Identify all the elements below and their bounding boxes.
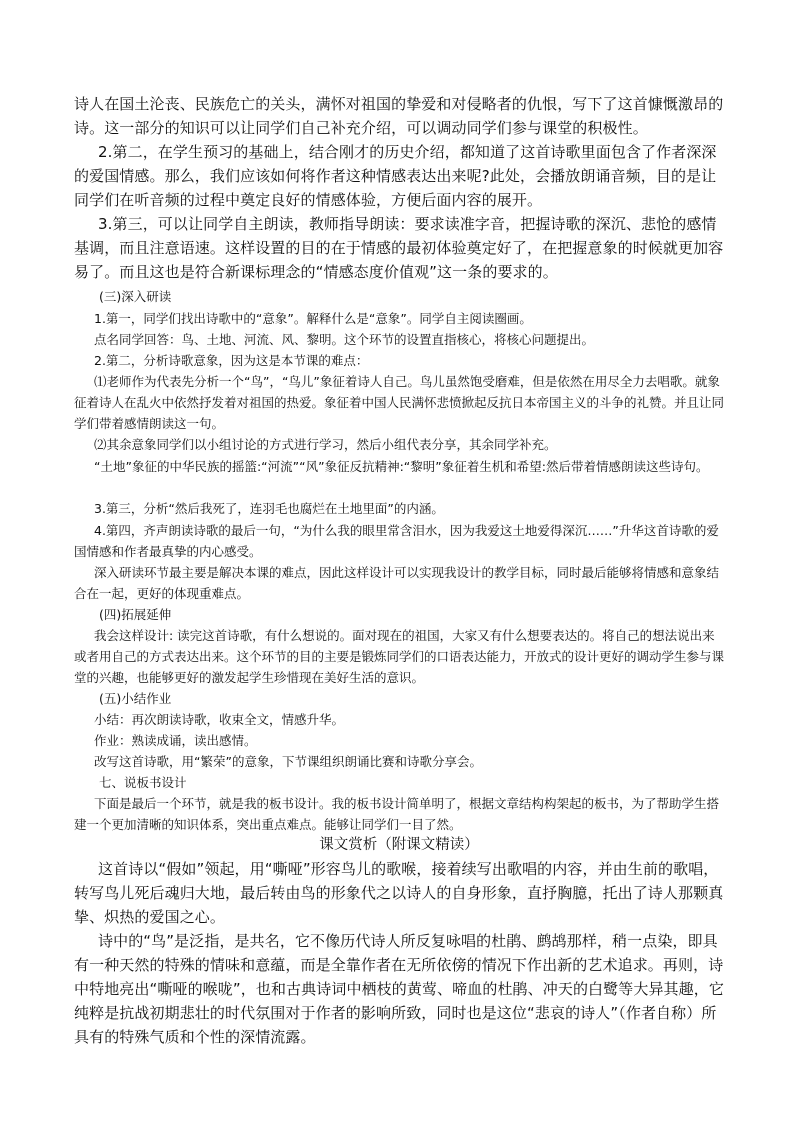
step-find-imagery: 1.第一，同学们找出诗歌中的“意象”。解释什么是“意象”。同学自主阅读圈画。 <box>94 311 532 326</box>
section-heading-summary-homework: (五)小结作业 <box>99 691 172 706</box>
homework-rewrite-line: 改写这首诗歌，用“繁荣”的意象，下节课组织朗诵比赛和诗歌分享会。 <box>94 754 482 769</box>
paragraph-intro-continuation: 诗人在国土沦丧、民族危亡的关头，满怀对祖国的挚爱和对侵略者的仇恨，写下了这首慷慨激昂的诗。这一部分的知识可以让同学们自己补充介绍，可以调动同学们参与课堂的积极性。 <box>74 95 724 137</box>
summary-line: 小结：再次朗读诗歌，收束全文，情感升华。 <box>94 712 345 727</box>
step-analyze-bird: ⑴老师作为代表先分析一个“鸟”，“鸟儿”象征着诗人自己。鸟儿虽然饱受磨难，但是依然在用尽全力去唱歌。就象征着诗人在乱火中依然抒发着对祖国的热爱。象征着中国人民满怀悲愤掀起反抗日本帝国主义的斗争的礼赞。并且让同学们带着感情朗读这一句。 <box>74 374 725 431</box>
paragraph-step-2: 2.第二，在学生预习的基础上，结合刚才的历史介绍，都知道了这首诗歌里面包含了作者深深的爱国情感。那么，我们应该如何将作者这种情感表达出来呢?此处，会播放朗诵音频，目的是让同学们在听音频的过程中奠定良好的情感体验，方便后面内容的展开。 <box>74 143 717 209</box>
paragraph-step-3: 3.第三，可以让同学自主朗读，教师指导朗读：要求读准字音，把握诗歌的深沉、悲怆的感情基调，而且注意语速。这样设置的目的在于情感的最初体验奠定好了，在把握意象的时候就更加容易了。而且这也是符合新课标理念的“情感态度价值观”这一条的要求的。 <box>74 215 724 281</box>
section-heading-extension: (四)拓展延伸 <box>99 607 172 622</box>
appreciation-title: 课文赏析（附课文精读） <box>319 837 479 853</box>
section-heading-deep-reading: (三)深入研读 <box>99 289 172 304</box>
extension-design: 我会这样设计: 读完这首诗歌，有什么想说的。面对现在的祖国，大家又有什么想要表达的。将自己的想法说出来或者用自己的方式表达出来。这个环节的目的主要是锻炼同学们的口语表达能力，开放式的设计更好的调动学生参与课堂的兴趣，也能够更好的激发起学生珍惜现在美好生活的意识。 <box>74 628 725 685</box>
board-design-text: 下面是最后一个环节，就是我的板书设计。我的板书设计简单明了，根据文章结构构架起的板书，为了帮助学生搭建一个更加清晰的知识体系，突出重点难点。能够让同学们一目了然。 <box>74 796 720 832</box>
step-other-imagery: “土地”象征的中华民族的摇篮:“河流”“风”象征反抗精神:“黎明”象征着生机和希望:然后带着情感朗读这些诗句。 <box>94 459 709 474</box>
section-heading-board-design: 七、说板书设计 <box>99 775 187 790</box>
deep-reading-summary: 深入研读环节最主要是解决本课的难点，因此这样设计可以实现我设计的教学目标，同时最后能够将情感和意象结合在一起，更好的体现重难点。 <box>74 565 720 601</box>
step-answer-imagery: 点名同学回答：鸟、土地、河流、风、黎明。这个环节的设置直指核心，将核心问题提出。 <box>94 332 595 347</box>
appreciation-paragraph-1: 这首诗以“假如”领起，用“嘶哑”形容鸟儿的歌喉，接着续写出歌唱的内容，并由生前的歌唱，转写鸟儿死后魂归大地，最后转由鸟的形象代之以诗人的自身形象，直抒胸臆，托出了诗人那颗真挚、炽热的爱国之心。 <box>74 860 724 926</box>
appreciation-paragraph-2: 诗中的“鸟”是泛指，是共名，它不像历代诗人所反复咏唱的杜鹃、鹧鸪那样，稍一点染，即具有一种天然的特殊的情味和意蕴，而是全靠作者在无所依傍的情况下作出新的艺术追求。再则，诗中特地亮出“嘶哑的喉咙”，也和古典诗词中栖枝的黄莺、啼血的杜鹃、冲天的白鹭等大异其趣，它纯粹是抗战初期悲壮的时代氛围对于作者的影响所致，同时也是这位“悲哀的诗人”（作者自称）所具有的特殊气质和个性的深情流露。 <box>74 932 724 1046</box>
step-analyze-line: 3.第三，分析“然后我死了，连羽毛也腐烂在土地里面”的内涵。 <box>94 501 444 516</box>
step-read-last-line: 4.第四，齐声朗读诗歌的最后一句，“为什么我的眼里常含泪水，因为我爱这土地爱得深沉……”升华这首诗歌的爱国情感和作者最真挚的内心感受。 <box>74 523 719 559</box>
step-analyze-imagery: 2.第二，分析诗歌意象，因为这是本节课的难点： <box>94 353 369 368</box>
homework-line: 作业：熟读成诵，读出感情。 <box>94 733 257 748</box>
step-group-discussion: ⑵其余意象同学们以小组讨论的方式进行学习，然后小组代表分享，其余同学补充。 <box>94 437 557 452</box>
